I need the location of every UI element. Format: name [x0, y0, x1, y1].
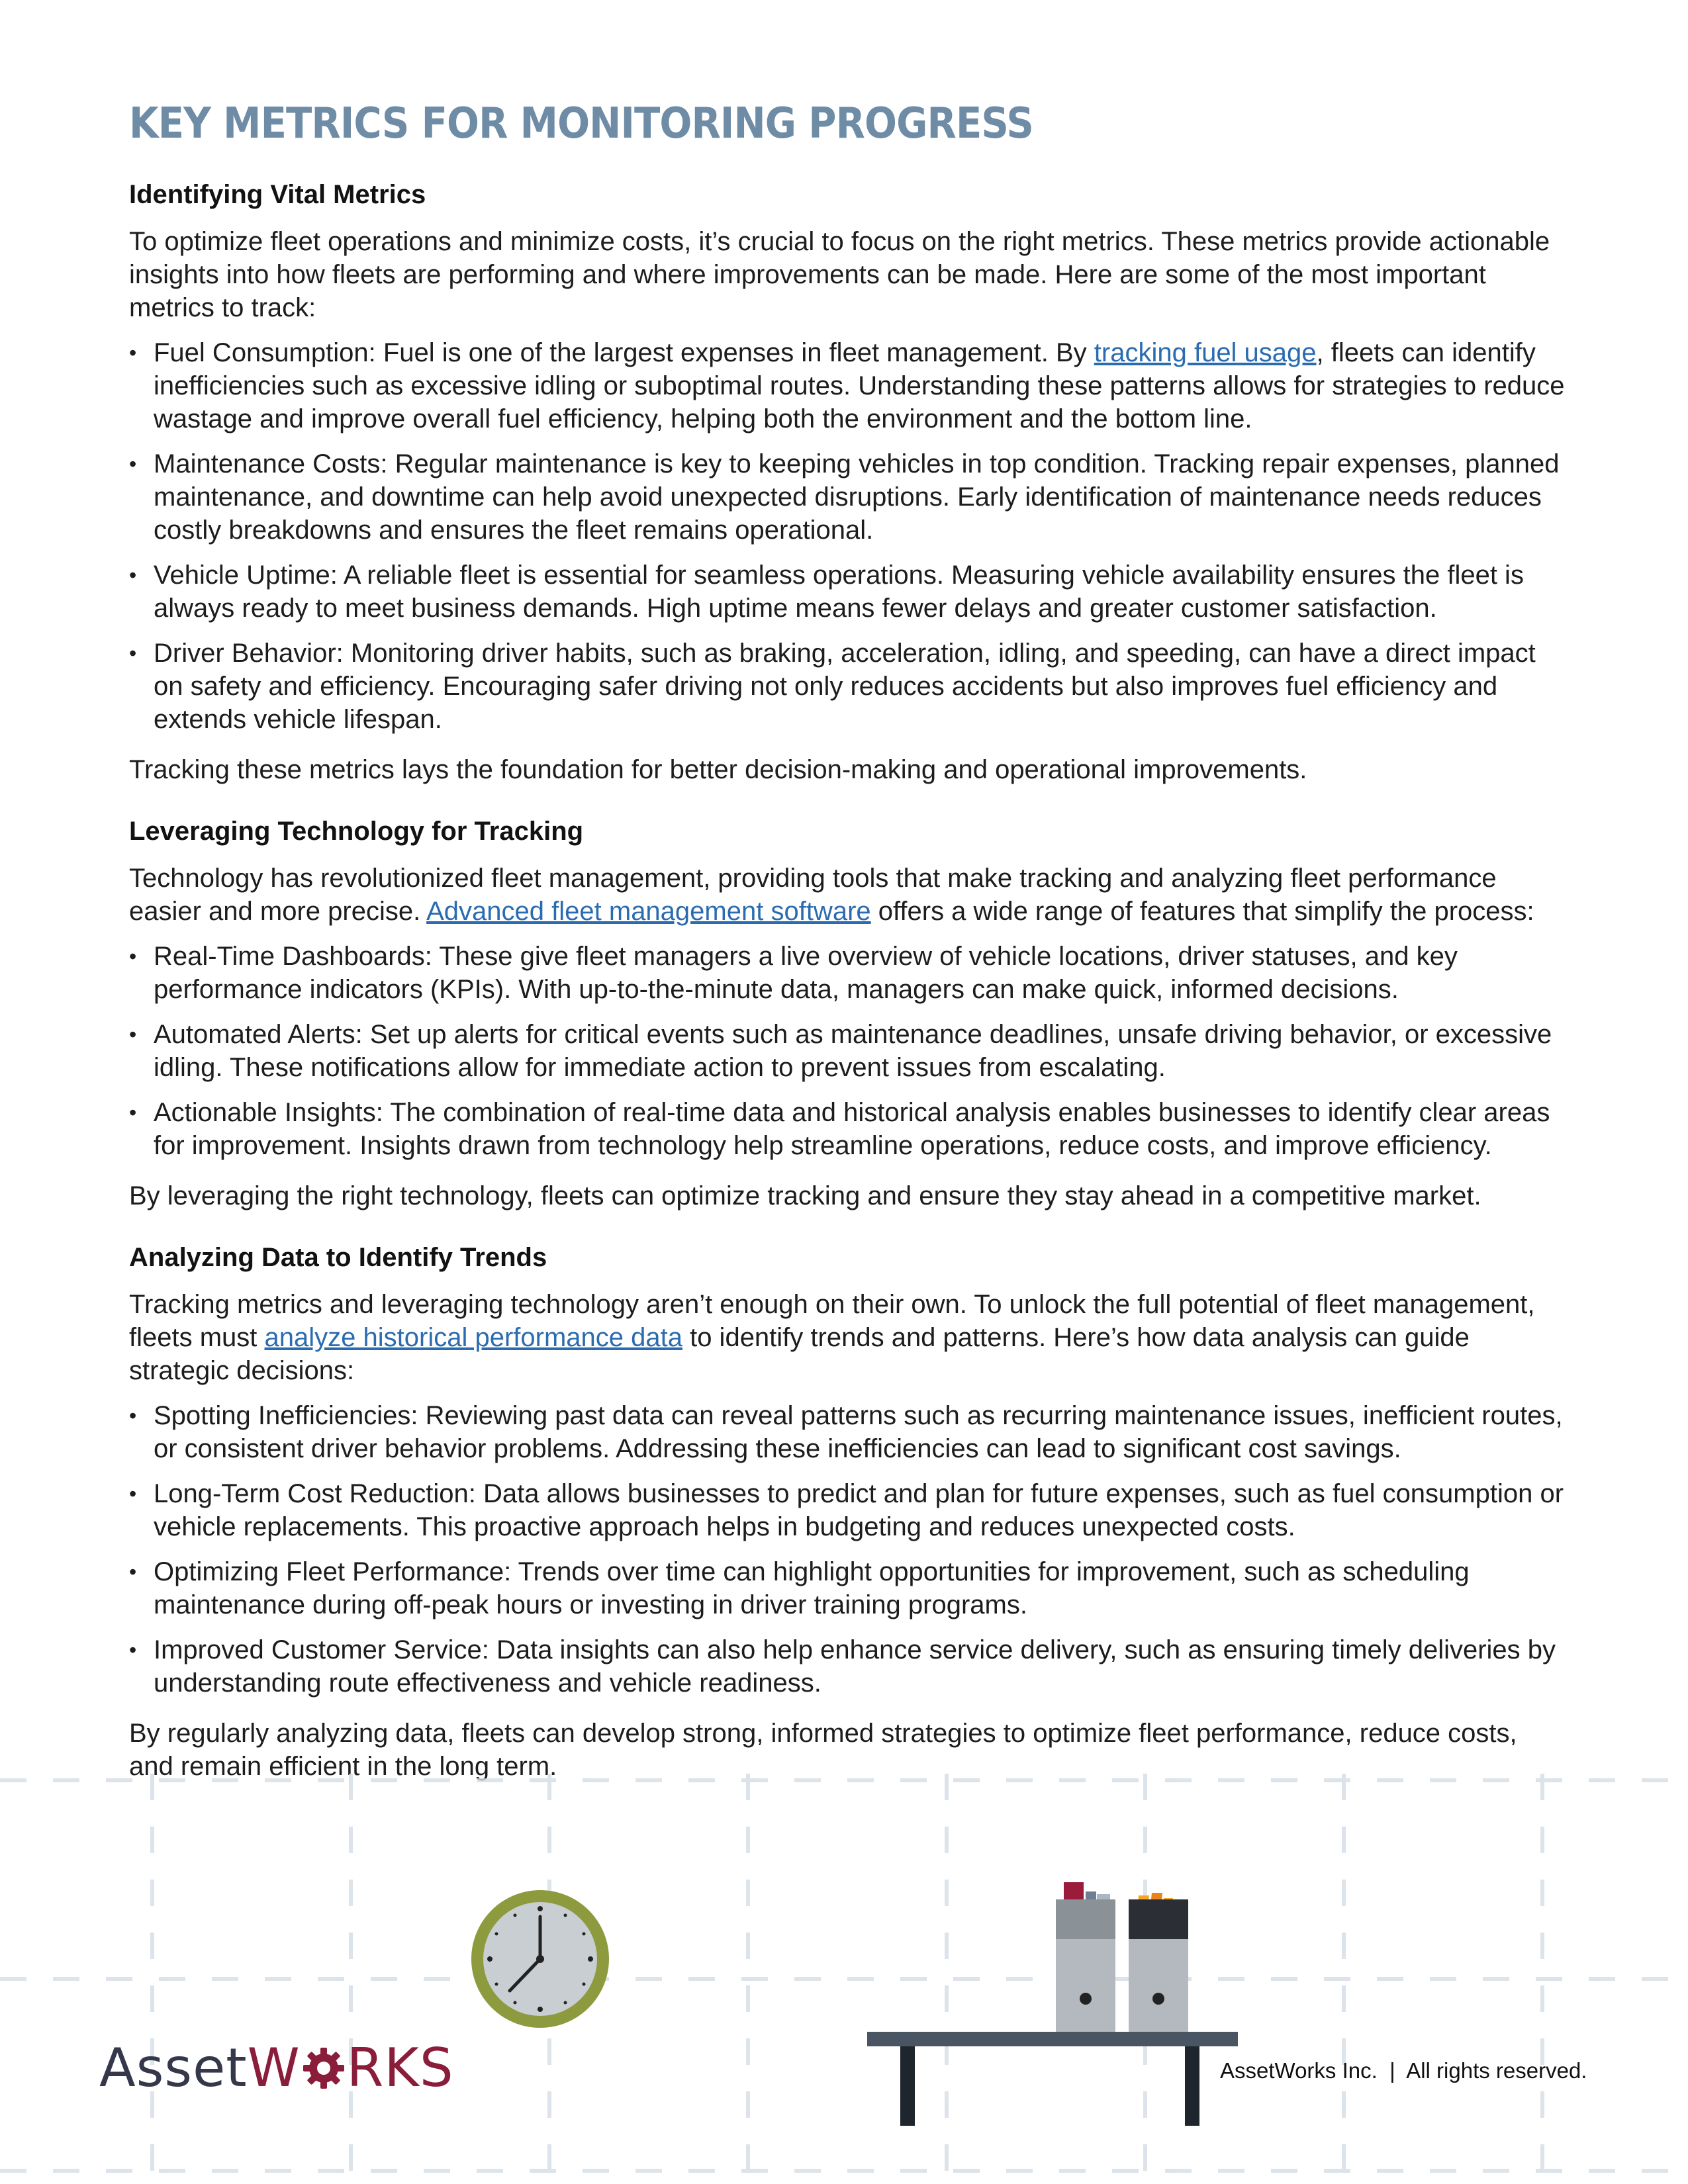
bullet-marker: • [129, 1023, 137, 1046]
list-item [129, 1477, 1566, 1543]
list-item [129, 1399, 1566, 1465]
page-title: KEY METRICS FOR MONITORING PROGRESS [129, 99, 1033, 148]
list-item [129, 1018, 1566, 1084]
list-item [129, 1633, 1566, 1700]
dashed-grid-background [0, 1774, 1688, 2184]
footer-copyright: AssetWorks Inc. | All rights reserved. [1220, 2058, 1587, 2083]
bullet-marker: • [129, 1638, 137, 1662]
section-closing: Tracking these metrics lays the foundation for better decision-making and operational improvements. [129, 755, 1307, 784]
section-intro: To optimize fleet operations and minimize costs, it’s crucial to focus on the right metrics. These metrics provide actionable insights into how fleets are performing and where improvements can be made. Here are some of the most important metrics to track: [129, 227, 1550, 322]
historical-data-link[interactable]: analyze historical performance data [264, 1323, 682, 1352]
intro-text: Tracking metrics and leveraging technology aren’t enough on their own. To unlock the full potential of fleet management, fleets must [129, 1290, 1535, 1352]
bullet-marker: • [129, 452, 137, 476]
fleet-management-software-link[interactable]: Advanced fleet management software [426, 897, 871, 926]
list-item [129, 1096, 1566, 1162]
section-intro [129, 1288, 1566, 1387]
bullet-marker: • [129, 1560, 137, 1584]
logo-text-asset: Asset [99, 2037, 248, 2099]
section-closing: By regularly analyzing data, fleets can develop strong, informed strategies to optimize fleet performance, reduce costs, and remain efficient in the long term. [129, 1719, 1517, 1781]
list-item-text: Fuel Consumption: Fuel is one of the largest expenses in fleet management. By [154, 338, 1094, 367]
section-heading: Analyzing Data to Identify Trends [129, 1243, 547, 1272]
wall-clock-icon [467, 1886, 613, 2032]
list-item-text: Spotting Inefficiencies: Reviewing past data can reveal patterns such as recurring maintenance issues, inefficient routes, or consistent driver behavior problems. Addressing these inefficiencies can lead to significant cost savings. [154, 1401, 1563, 1463]
bullet-marker: • [129, 641, 137, 665]
logo-letter-w: W [247, 2037, 301, 2099]
list-item [129, 559, 1566, 625]
bullet-marker: • [129, 563, 137, 587]
list-item-text: Automated Alerts: Set up alerts for critical events such as maintenance deadlines, unsafe driving behavior, or excessive idling. These notifications allow for immediate action to prevent issues from escalating. [154, 1020, 1552, 1082]
assetworks-logo [99, 2038, 454, 2098]
list-item-text: , fleets can identify inefficiencies such as excessive idling or suboptimal routes. Understanding these patterns allows for strategies to reduce wastage and improve overall fuel efficiency, helping both the environment and the bottom line. [154, 338, 1565, 433]
list-item-text: Long-Term Cost Reduction: Data allows businesses to predict and plan for future expenses, such as fuel consumption or vehicle replacements. This proactive approach helps in budgeting and reduces unexpected costs. [154, 1479, 1564, 1541]
list-item-text: Actionable Insights: The combination of real-time data and historical analysis enables businesses to identify clear areas for improvement. Insights drawn from technology help streamline operations, reduce costs, and improve efficiency. [154, 1098, 1550, 1160]
list-item-text: Maintenance Costs: Regular maintenance is key to keeping vehicles in top condition. Tracking repair expenses, planned maintenance, and downtime can help avoid unexpected disruptions. Early identification of maintenance needs reduces costly breakdowns and ensures the fleet remains operational. [154, 449, 1560, 545]
bullet-marker: • [129, 341, 137, 365]
intro-text: offers a wide range of features that simplify the process: [870, 897, 1534, 926]
bullet-list [129, 940, 1566, 1162]
gear-icon [302, 2046, 346, 2090]
bullet-marker: • [129, 1482, 137, 1506]
section-heading: Identifying Vital Metrics [129, 180, 426, 209]
section-heading: Leveraging Technology for Tracking [129, 817, 584, 846]
bullet-list [129, 336, 1566, 736]
list-item [129, 447, 1566, 547]
bullet-marker: • [129, 1101, 137, 1124]
intro-text: Technology has revolutionized fleet management, providing tools that make tracking and analyzing fleet performance easier and more precise. [129, 864, 1497, 926]
list-item [129, 940, 1566, 1006]
list-item-text: Optimizing Fleet Performance: Trends over time can highlight opportunities for improvement, such as scheduling maintenance during off-peak hours or investing in driver training programs. [154, 1557, 1470, 1619]
list-item-text: Improved Customer Service: Data insights can also help enhance service delivery, such as ensuring timely deliveries by understanding route effectiveness and vehicle readiness. [154, 1635, 1556, 1698]
logo-letters-rks: RKS [346, 2037, 454, 2099]
article-body [129, 173, 1566, 1807]
section-closing: By leveraging the right technology, fleets can optimize tracking and ensure they stay ahead in a competitive market. [129, 1181, 1481, 1210]
intro-text: to identify trends and patterns. Here’s how data analysis can guide strategic decisions: [129, 1323, 1470, 1385]
section-intro [129, 862, 1566, 928]
list-item [129, 637, 1566, 736]
list-item-text: Real-Time Dashboards: These give fleet managers a live overview of vehicle locations, driver statuses, and key performance indicators (KPIs). With up-to-the-minute data, managers can make quick, informed decisions. [154, 942, 1458, 1004]
desk-with-file-holders-icon [861, 1880, 1244, 2131]
list-item-text: Vehicle Uptime: A reliable fleet is essential for seamless operations. Measuring vehicle availability ensures the fleet is always ready to meet business demands. High uptime means fewer delays and greater customer satisfaction. [154, 561, 1524, 623]
list-item [129, 336, 1566, 435]
bullet-marker: • [129, 1404, 137, 1428]
tracking-fuel-usage-link[interactable]: tracking fuel usage [1094, 338, 1317, 367]
list-item-text: Driver Behavior: Monitoring driver habits, such as braking, acceleration, idling, and speeding, can have a direct impact on safety and efficiency. Encouraging safer driving not only reduces accidents but also improves fuel efficiency and extends vehicle lifespan. [154, 639, 1536, 734]
logo-text-works [247, 2037, 454, 2099]
bullet-marker: • [129, 944, 137, 968]
list-item [129, 1555, 1566, 1621]
bullet-list [129, 1399, 1566, 1700]
